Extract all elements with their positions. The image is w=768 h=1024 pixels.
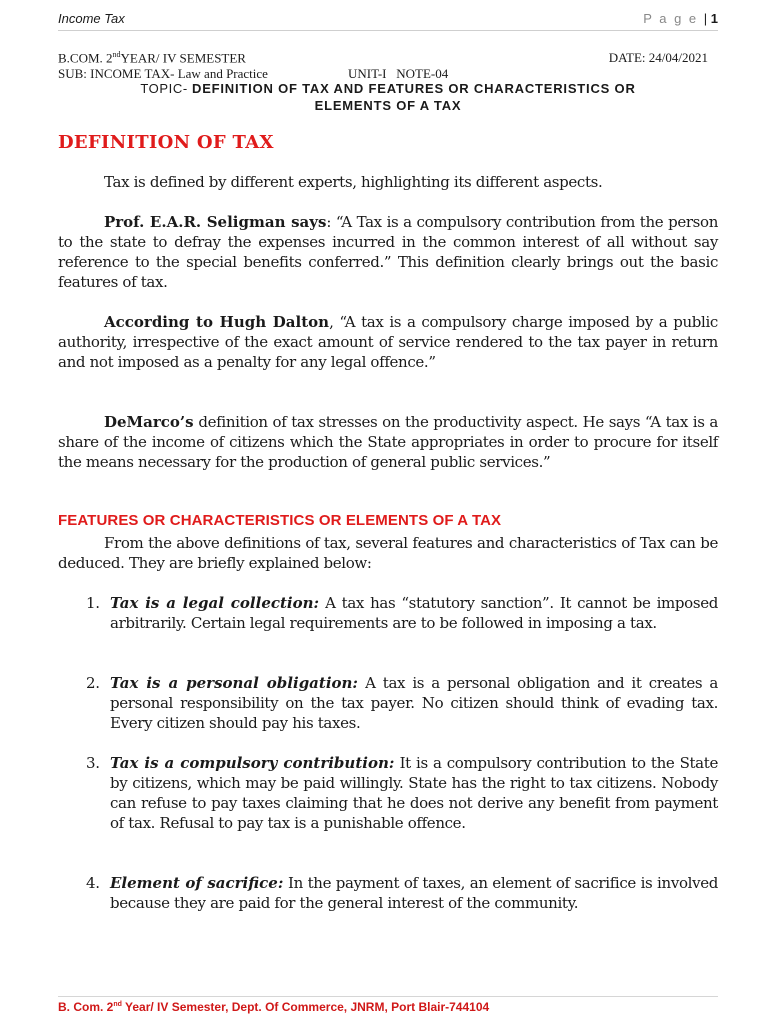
page-footer: B. Com. 2nd Year/ IV Semester, Dept. Of Commerce, JNRM, Port Blair-744104 — [58, 1000, 490, 1014]
topic-line-1: DEFINITION OF TAX AND FEATURES OR CHARACTERISTICS OR — [192, 81, 636, 96]
features-intro: From the above definitions of tax, several features and characteristics of Tax can be deduced. They are briefly explained below: — [58, 534, 718, 572]
list-item: 3. Tax is a compulsory contribution: It is a compulsory contribution to the State by citizens, which may be paid willingly. State has the right to tax citizens. Nobody can refuse to pay taxes claiming that he does not derive any benefit from payment of tax. Refusal to pay tax is a punishable offence. — [86, 754, 718, 832]
definition-intro: Tax is defined by different experts, highlighting its different aspects. — [104, 173, 603, 191]
list-item: 2. Tax is a personal obligation: A tax is a personal obligation and it creates a personal responsibility on the tax payer. No citizen should think of evading tax. Every citizen should pay his taxes. — [86, 674, 718, 732]
demarco-definition: DeMarco’s definition of tax stresses on the productivity aspect. He says “A tax is a share of the income of citizens which the State appropriates in order to procure for itself the means necessary for the production of general public services.” — [58, 413, 718, 471]
seligman-definition: Prof. E.A.R. Seligman says: “A Tax is a compulsory contribution from the person to the state to defray the expenses incurred in the common interest of all without say reference to the special benefits conferred.” This definition clearly brings out the basic features of tax. — [58, 213, 719, 291]
footer-divider — [58, 996, 718, 997]
subject-line: SUB: INCOME TAX- Law and Practice — [58, 66, 268, 81]
seligman-label: Prof. E.A.R. Seligman says — [104, 213, 327, 231]
list-item: 4. Element of sacrifice: In the payment of taxes, an element of sacrifice is involved because they are paid for the general interest of the community. — [86, 874, 718, 912]
page-label: P a g e — [643, 11, 699, 26]
note-date: DATE: 24/04/2021 — [608, 50, 708, 65]
unit-note: UNIT-I NOTE-04 — [348, 66, 449, 81]
dalton-label: According to Hugh Dalton — [104, 313, 330, 331]
page-indicator: P a g e | 1 — [643, 11, 718, 26]
features-heading: FEATURES OR CHARACTERISTICS OR ELEMENTS OF A TAX — [58, 512, 502, 529]
page-number: 1 — [710, 11, 718, 26]
topic-title — [58, 80, 718, 114]
topic-line-2: ELEMENTS OF A TAX — [314, 98, 462, 113]
dalton-definition: According to Hugh Dalton, “A tax is a compulsory charge imposed by a public authority, irrespective of the exact amount of service rendered to the tax payer in return and not imposed as a penalty for any legal offence.” — [58, 313, 718, 371]
definition-heading: DEFINITION OF TAX — [58, 132, 274, 153]
topic-label: TOPIC- — [140, 81, 188, 96]
item-title: Tax is a legal collection: — [110, 594, 320, 612]
running-header — [58, 10, 718, 31]
document-name: Income Tax — [58, 11, 125, 26]
list-item: 1. Tax is a legal collection: A tax has “statutory sanction”. It cannot be imposed arbitrarily. Certain legal requirements are to be followed in imposing a tax. — [86, 594, 718, 632]
item-title: Tax is a compulsory contribution: — [110, 754, 395, 772]
course-line: B.COM. 2ndYEAR/ IV SEMESTER — [58, 50, 246, 66]
item-title: Tax is a personal obligation: — [110, 674, 358, 692]
demarco-label: DeMarco’s — [104, 413, 194, 431]
item-title: Element of sacrifice: — [110, 874, 284, 892]
